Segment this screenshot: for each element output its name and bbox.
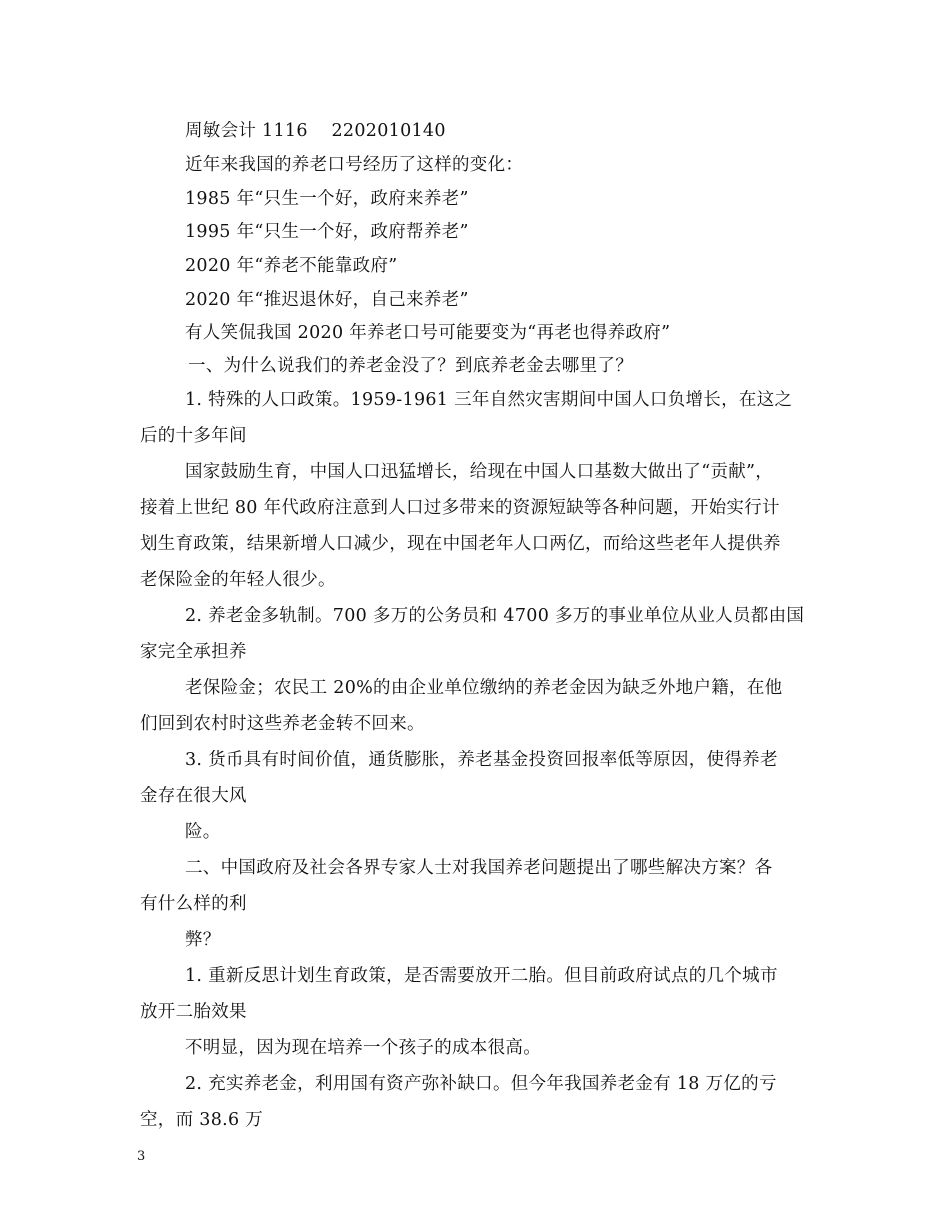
paragraph-line: 1. 重新反思计划生育政策，是否需要放开二胎。但目前政府试点的几个城市	[185, 966, 778, 986]
paragraph-line: 有人笑侃我国 2020 年养老口号可能要变为“再老也得养政府”	[185, 323, 671, 343]
paragraph-line: 空，而 38.6 万	[140, 1110, 264, 1130]
paragraph-line: 家完全承担养	[140, 642, 247, 662]
paragraph-line: 接着上世纪 80 年代政府注意到人口过多带来的资源短缺等各种问题，开始实行计	[140, 498, 780, 518]
paragraph-line: 放开二胎效果	[140, 1002, 247, 1022]
slogan-line: 2020 年“养老不能靠政府”	[185, 256, 398, 276]
paragraph-line: 险。	[185, 822, 221, 842]
slogan-line: 2020 年“推迟退休好，自己来养老”	[185, 290, 469, 310]
slogan-line: 1995 年“只生一个好，政府帮养老”	[185, 222, 469, 242]
paragraph-line: 不明显，因为现在培养一个孩子的成本很高。	[185, 1038, 541, 1058]
paragraph-line: 国家鼓励生育，中国人口迅猛增长，给现在中国人口基数大做出了“贡献”，	[185, 462, 774, 482]
paragraph-line: 老保险金的年轻人很少。	[140, 570, 336, 590]
paragraph-line: 们回到农村时这些养老金转不回来。	[140, 714, 425, 734]
paragraph-line: 近年来我国的养老口号经历了这样的变化：	[185, 155, 524, 175]
paragraph-line: 3. 货币具有时间价值，通货膨胀，养老基金投资回报率低等原因，使得养老	[185, 750, 778, 770]
section-heading: 弊？	[185, 930, 221, 950]
page-number: 3	[137, 1149, 146, 1164]
section-heading: 二、中国政府及社会各界专家人士对我国养老问题提出了哪些解决方案？各	[185, 858, 773, 878]
paragraph-line: 老保险金；农民工 20%的由企业单位缴纳的养老金因为缺乏外地户籍，在他	[185, 678, 783, 698]
paragraph-line: 2. 养老金多轨制。700 多万的公务员和 4700 多万的事业单位从业人员都由国	[185, 606, 805, 626]
section-heading: 一、为什么说我们的养老金没了？到底养老金去哪里了？	[188, 356, 633, 376]
author-line: 周敏会计 1116 2202010140	[185, 121, 446, 141]
section-heading: 有什么样的利	[140, 894, 247, 914]
paragraph-line: 金存在很大风	[140, 786, 247, 806]
paragraph-line: 1. 特殊的人口政策。1959-1961 三年自然灾害期间中国人口负增长，在这之	[185, 390, 793, 410]
paragraph-line: 划生育政策，结果新增人口减少，现在中国老年人口两亿，而给这些老年人提供养	[140, 534, 781, 554]
slogan-line: 1985 年“只生一个好，政府来养老”	[185, 189, 469, 209]
paragraph-line: 后的十多年间	[140, 426, 247, 446]
paragraph-line: 2. 充实养老金，利用国有资产弥补缺口。但今年我国养老金有 18 万亿的亏	[185, 1074, 777, 1094]
